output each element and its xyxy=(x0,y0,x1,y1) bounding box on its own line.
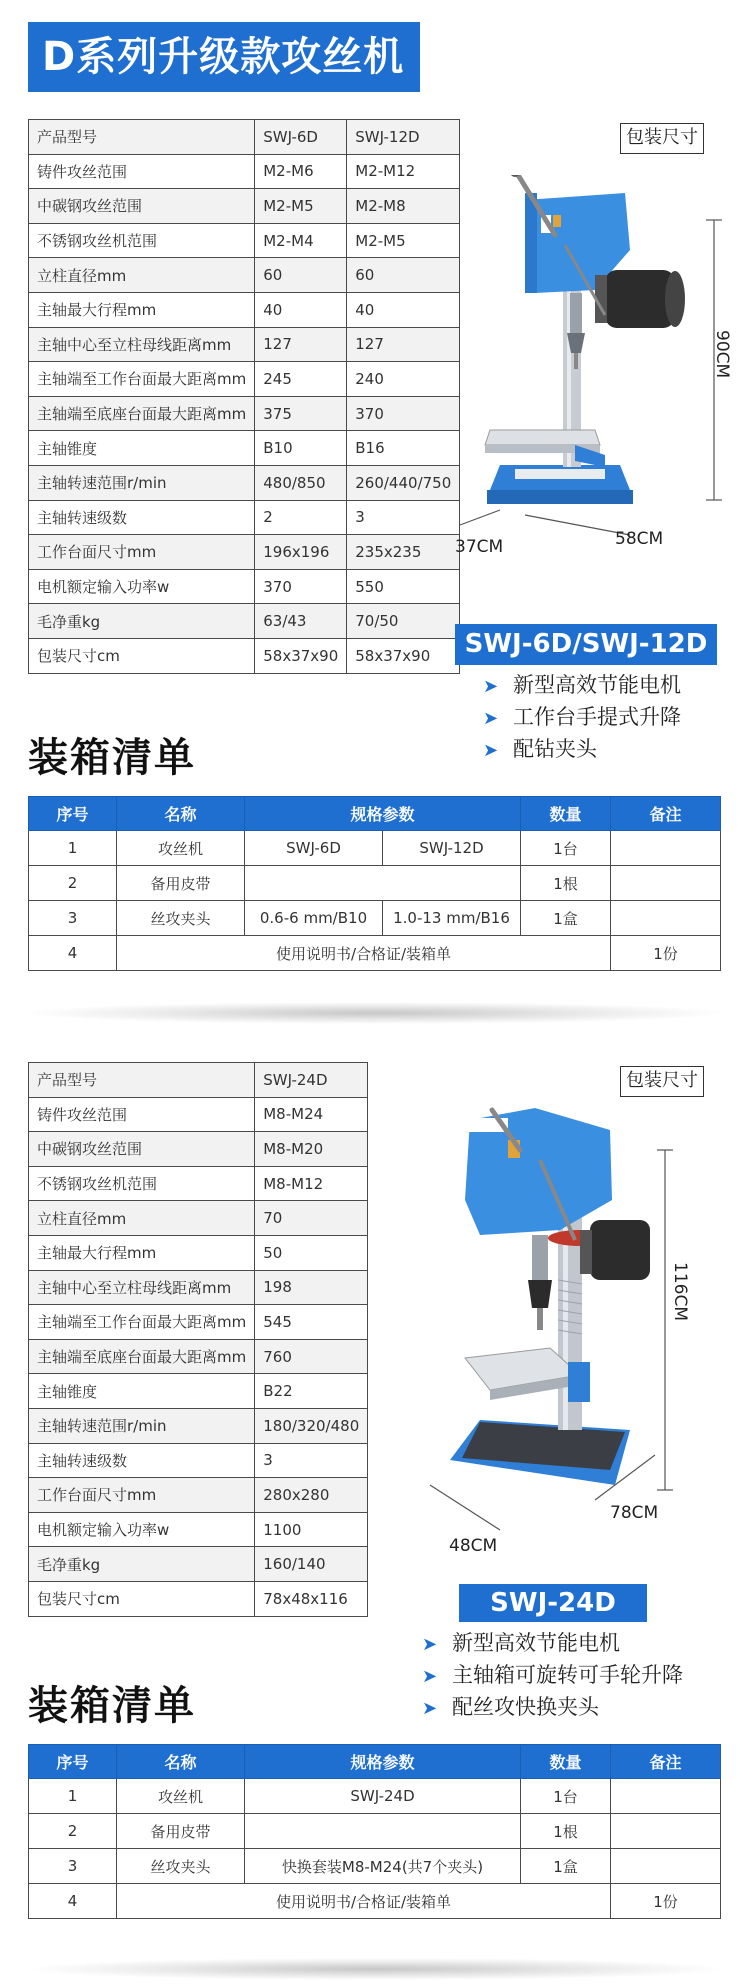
row-qty-cell: 1盒 xyxy=(521,1849,611,1884)
spec-value-cell: B16 xyxy=(347,431,460,466)
spec-label-cell: 主轴最大行程mm xyxy=(29,1235,255,1270)
spec-value-cell: 63/43 xyxy=(255,604,347,639)
spec-value-cell: 127 xyxy=(347,327,460,362)
spec-value-cell: M2-M5 xyxy=(255,189,347,224)
spec-label-cell: 主轴中心至立柱母线距离mm xyxy=(29,1270,255,1305)
row-qty-cell: 1份 xyxy=(611,936,721,971)
spec-label-cell: 产品型号 xyxy=(29,120,255,155)
spec-label-cell: 电机额定输入功率w xyxy=(29,1512,255,1547)
feature-item xyxy=(483,669,681,701)
spec-value-cell: 198 xyxy=(255,1270,368,1305)
spec-label-cell: 工作台面尺寸mm xyxy=(29,1478,255,1513)
row-note-cell xyxy=(611,831,721,866)
spec-label-cell: 主轴中心至立柱母线距离mm xyxy=(29,327,255,362)
spec-value-cell: 60 xyxy=(255,258,347,293)
spec-value-cell: 58x37x90 xyxy=(255,638,347,673)
row-note-cell xyxy=(611,1779,721,1814)
row-qty-cell: 1根 xyxy=(521,1814,611,1849)
spec-value-cell: M2-M8 xyxy=(347,189,460,224)
spec-row xyxy=(29,154,460,189)
row-note-cell xyxy=(611,901,721,936)
row-no-cell: 3 xyxy=(29,901,117,936)
table-row xyxy=(29,831,721,866)
feature-item xyxy=(422,1691,683,1723)
spec-row xyxy=(29,1132,368,1167)
feature-item xyxy=(422,1627,683,1659)
row-name-cell: 攻丝机 xyxy=(117,831,245,866)
row-note-cell xyxy=(611,866,721,901)
spec-row xyxy=(29,535,460,570)
row-merged-cell: 使用说明书/合格证/装箱单 xyxy=(117,936,611,971)
spec-value-cell: 40 xyxy=(347,292,460,327)
spec-row xyxy=(29,1270,368,1305)
spec-label-cell: 主轴转速范围r/min xyxy=(29,1408,255,1443)
row-name-cell: 备用皮带 xyxy=(117,866,245,901)
row-no-cell: 2 xyxy=(29,1814,117,1849)
spec-value-cell: 550 xyxy=(347,569,460,604)
row-spec-cell: SWJ-24D xyxy=(245,1779,521,1814)
col-header-qty: 数量 xyxy=(521,1745,611,1779)
spec-value-cell: M2-M12 xyxy=(347,154,460,189)
feature-text: 新型高效节能电机 xyxy=(513,673,681,697)
row-spec-cell: 1.0-13 mm/B16 xyxy=(383,901,521,936)
model-label-badge: SWJ-24D xyxy=(459,1584,647,1622)
spec-label-cell: 主轴转速范围r/min xyxy=(29,465,255,500)
section-divider xyxy=(30,1958,720,1980)
spec-value-cell: 40 xyxy=(255,292,347,327)
dimension-lines-section2 xyxy=(420,1110,720,1540)
feature-text: 新型高效节能电机 xyxy=(452,1631,620,1655)
model-label-badge: SWJ-6D/SWJ-12D xyxy=(455,624,717,665)
package-size-tag: 包装尺寸 xyxy=(620,123,704,154)
feature-text: 工作台手提式升降 xyxy=(513,705,681,729)
spec-row xyxy=(29,1408,368,1443)
feature-text: 配钻夹头 xyxy=(513,737,597,761)
spec-label-cell: 主轴端至工作台面最大距离mm xyxy=(29,362,255,397)
col-header-no: 序号 xyxy=(29,797,117,831)
row-note-cell xyxy=(611,1814,721,1849)
row-name-cell: 攻丝机 xyxy=(117,1779,245,1814)
table-row xyxy=(29,936,721,971)
dim-height-label: 116CM xyxy=(670,1262,690,1321)
dim-height-label: 90CM xyxy=(712,330,732,379)
spec-label-cell: 主轴端至底座台面最大距离mm xyxy=(29,396,255,431)
spec-row xyxy=(29,292,460,327)
table-row xyxy=(29,1779,721,1814)
table-row xyxy=(29,1814,721,1849)
row-name-cell: 备用皮带 xyxy=(117,1814,245,1849)
col-header-name: 名称 xyxy=(117,797,245,831)
spec-value-cell: 370 xyxy=(347,396,460,431)
spec-value-cell: M2-M4 xyxy=(255,223,347,258)
spec-value-cell: 240 xyxy=(347,362,460,397)
spec-value-cell: 1100 xyxy=(255,1512,368,1547)
feature-text: 配丝攻快换夹头 xyxy=(452,1695,599,1719)
table-row xyxy=(29,866,721,901)
spec-label-cell: 不锈钢攻丝机范围 xyxy=(29,223,255,258)
row-no-cell: 4 xyxy=(29,936,117,971)
arrow-right-icon: ➤ xyxy=(483,740,499,761)
spec-value-cell: B10 xyxy=(255,431,347,466)
dim-width-label: 78CM xyxy=(610,1503,659,1523)
row-no-cell: 4 xyxy=(29,1884,117,1919)
spec-value-cell: M2-M5 xyxy=(347,223,460,258)
row-spec-cell: 0.6-6 mm/B10 xyxy=(245,901,383,936)
spec-row xyxy=(29,1201,368,1236)
spec-value-cell: 545 xyxy=(255,1305,368,1340)
row-qty-cell: 1台 xyxy=(521,1779,611,1814)
row-no-cell: 3 xyxy=(29,1849,117,1884)
spec-label-cell: 铸件攻丝范围 xyxy=(29,1097,255,1132)
package-size-tag: 包装尺寸 xyxy=(620,1066,704,1097)
arrow-right-icon: ➤ xyxy=(483,676,499,697)
spec-row xyxy=(29,1235,368,1270)
spec-label-cell: 电机额定输入功率w xyxy=(29,569,255,604)
spec-value-cell: SWJ-24D xyxy=(255,1063,368,1098)
spec-row xyxy=(29,1305,368,1340)
spec-label-cell: 主轴锥度 xyxy=(29,1374,255,1409)
spec-row xyxy=(29,223,460,258)
spec-row xyxy=(29,604,460,639)
spec-label-cell: 毛净重kg xyxy=(29,1547,255,1582)
spec-value-cell: 375 xyxy=(255,396,347,431)
row-name-cell: 丝攻夹头 xyxy=(117,901,245,936)
spec-label-cell: 中碳钢攻丝范围 xyxy=(29,189,255,224)
row-qty-cell: 1份 xyxy=(611,1884,721,1919)
packing-list-table xyxy=(28,1744,721,1919)
arrow-right-icon: ➤ xyxy=(422,1698,438,1719)
spec-value-cell: 196x196 xyxy=(255,535,347,570)
spec-value-cell: B22 xyxy=(255,1374,368,1409)
spec-label-cell: 中碳钢攻丝范围 xyxy=(29,1132,255,1167)
spec-row xyxy=(29,1512,368,1547)
feature-item xyxy=(422,1659,683,1691)
spec-row xyxy=(29,1478,368,1513)
spec-row xyxy=(29,120,460,155)
row-no-cell: 2 xyxy=(29,866,117,901)
packing-list-table xyxy=(28,796,721,971)
arrow-right-icon: ➤ xyxy=(422,1666,438,1687)
spec-row xyxy=(29,1097,368,1132)
spec-label-cell: 主轴锥度 xyxy=(29,431,255,466)
feature-list xyxy=(422,1627,683,1723)
table-row xyxy=(29,901,721,936)
row-spec-cell: SWJ-6D xyxy=(245,831,383,866)
col-header-note: 备注 xyxy=(611,1745,721,1779)
spec-value-cell: 760 xyxy=(255,1339,368,1374)
dim-depth-label: 48CM xyxy=(449,1536,498,1556)
row-spec-cell xyxy=(245,1814,521,1849)
row-spec-cell xyxy=(245,866,521,901)
spec-label-cell: 主轴转速级数 xyxy=(29,1443,255,1478)
spec-label-cell: 主轴转速级数 xyxy=(29,500,255,535)
spec-row xyxy=(29,431,460,466)
packing-list-heading: 装箱清单 xyxy=(28,1683,196,1729)
spec-value-cell: M8-M12 xyxy=(255,1166,368,1201)
arrow-right-icon: ➤ xyxy=(422,1634,438,1655)
spec-row xyxy=(29,500,460,535)
spec-value-cell: 70/50 xyxy=(347,604,460,639)
spec-label-cell: 包装尺寸cm xyxy=(29,1581,255,1616)
col-header-no: 序号 xyxy=(29,1745,117,1779)
spec-row xyxy=(29,1063,368,1098)
spec-value-cell: 235x235 xyxy=(347,535,460,570)
spec-label-cell: 不锈钢攻丝机范围 xyxy=(29,1166,255,1201)
spec-row xyxy=(29,1547,368,1582)
spec-row xyxy=(29,362,460,397)
spec-row xyxy=(29,258,460,293)
feature-item xyxy=(483,701,681,733)
spec-label-cell: 立柱直径mm xyxy=(29,1201,255,1236)
spec-value-cell: 58x37x90 xyxy=(347,638,460,673)
col-header-name: 名称 xyxy=(117,1745,245,1779)
col-header-spec: 规格参数 xyxy=(245,797,521,831)
spec-value-cell: 127 xyxy=(255,327,347,362)
spec-value-cell: 260/440/750 xyxy=(347,465,460,500)
spec-label-cell: 工作台面尺寸mm xyxy=(29,535,255,570)
spec-value-cell: M2-M6 xyxy=(255,154,347,189)
row-spec-cell: SWJ-12D xyxy=(383,831,521,866)
row-note-cell xyxy=(611,1849,721,1884)
spec-value-cell: 2 xyxy=(255,500,347,535)
spec-row xyxy=(29,189,460,224)
spec-label-cell: 主轴最大行程mm xyxy=(29,292,255,327)
spec-value-cell: 370 xyxy=(255,569,347,604)
row-no-cell: 1 xyxy=(29,1779,117,1814)
row-name-cell: 丝攻夹头 xyxy=(117,1849,245,1884)
row-spec-cell: 快换套装M8-M24(共7个夹头) xyxy=(245,1849,521,1884)
spec-row xyxy=(29,327,460,362)
spec-row xyxy=(29,1443,368,1478)
feature-list xyxy=(483,669,681,765)
section-divider xyxy=(30,1002,720,1024)
col-header-qty: 数量 xyxy=(521,797,611,831)
feature-item xyxy=(483,733,681,765)
spec-value-cell: 245 xyxy=(255,362,347,397)
spec-row xyxy=(29,1166,368,1201)
row-merged-cell: 使用说明书/合格证/装箱单 xyxy=(117,1884,611,1919)
spec-value-cell: 480/850 xyxy=(255,465,347,500)
row-no-cell: 1 xyxy=(29,831,117,866)
dim-width-label: 58CM xyxy=(615,529,664,549)
row-qty-cell: 1台 xyxy=(521,831,611,866)
spec-value-cell: 160/140 xyxy=(255,1547,368,1582)
spec-value-cell: 50 xyxy=(255,1235,368,1270)
spec-value-cell: 70 xyxy=(255,1201,368,1236)
spec-label-cell: 毛净重kg xyxy=(29,604,255,639)
spec-label-cell: 主轴端至工作台面最大距离mm xyxy=(29,1305,255,1340)
feature-text: 主轴箱可旋转可手轮升降 xyxy=(452,1663,683,1687)
spec-row xyxy=(29,569,460,604)
col-header-note: 备注 xyxy=(611,797,721,831)
spec-value-cell: 280x280 xyxy=(255,1478,368,1513)
spec-table-swj-24d xyxy=(28,1062,368,1617)
packing-list-heading: 装箱清单 xyxy=(28,735,196,781)
row-qty-cell: 1根 xyxy=(521,866,611,901)
page-title: D系列升级款攻丝机 xyxy=(28,22,420,92)
spec-row xyxy=(29,1339,368,1374)
spec-value-cell: SWJ-12D xyxy=(347,120,460,155)
arrow-right-icon: ➤ xyxy=(483,708,499,729)
spec-label-cell: 包装尺寸cm xyxy=(29,638,255,673)
spec-label-cell: 主轴端至底座台面最大距离mm xyxy=(29,1339,255,1374)
spec-value-cell: 78x48x116 xyxy=(255,1581,368,1616)
spec-label-cell: 立柱直径mm xyxy=(29,258,255,293)
spec-row xyxy=(29,465,460,500)
spec-value-cell: 3 xyxy=(347,500,460,535)
row-qty-cell: 1盒 xyxy=(521,901,611,936)
table-row xyxy=(29,1849,721,1884)
table-row xyxy=(29,1884,721,1919)
spec-value-cell: M8-M20 xyxy=(255,1132,368,1167)
spec-value-cell: M8-M24 xyxy=(255,1097,368,1132)
spec-row xyxy=(29,396,460,431)
spec-row xyxy=(29,1374,368,1409)
dimension-lines-section1 xyxy=(430,170,730,540)
dim-depth-label: 37CM xyxy=(455,537,504,557)
spec-value-cell: SWJ-6D xyxy=(255,120,347,155)
spec-label-cell: 产品型号 xyxy=(29,1063,255,1098)
spec-row xyxy=(29,1581,368,1616)
col-header-spec: 规格参数 xyxy=(245,1745,521,1779)
spec-label-cell: 铸件攻丝范围 xyxy=(29,154,255,189)
spec-value-cell: 3 xyxy=(255,1443,368,1478)
spec-value-cell: 60 xyxy=(347,258,460,293)
spec-value-cell: 180/320/480 xyxy=(255,1408,368,1443)
spec-table-swj-6d-12d xyxy=(28,119,460,674)
spec-row xyxy=(29,638,460,673)
